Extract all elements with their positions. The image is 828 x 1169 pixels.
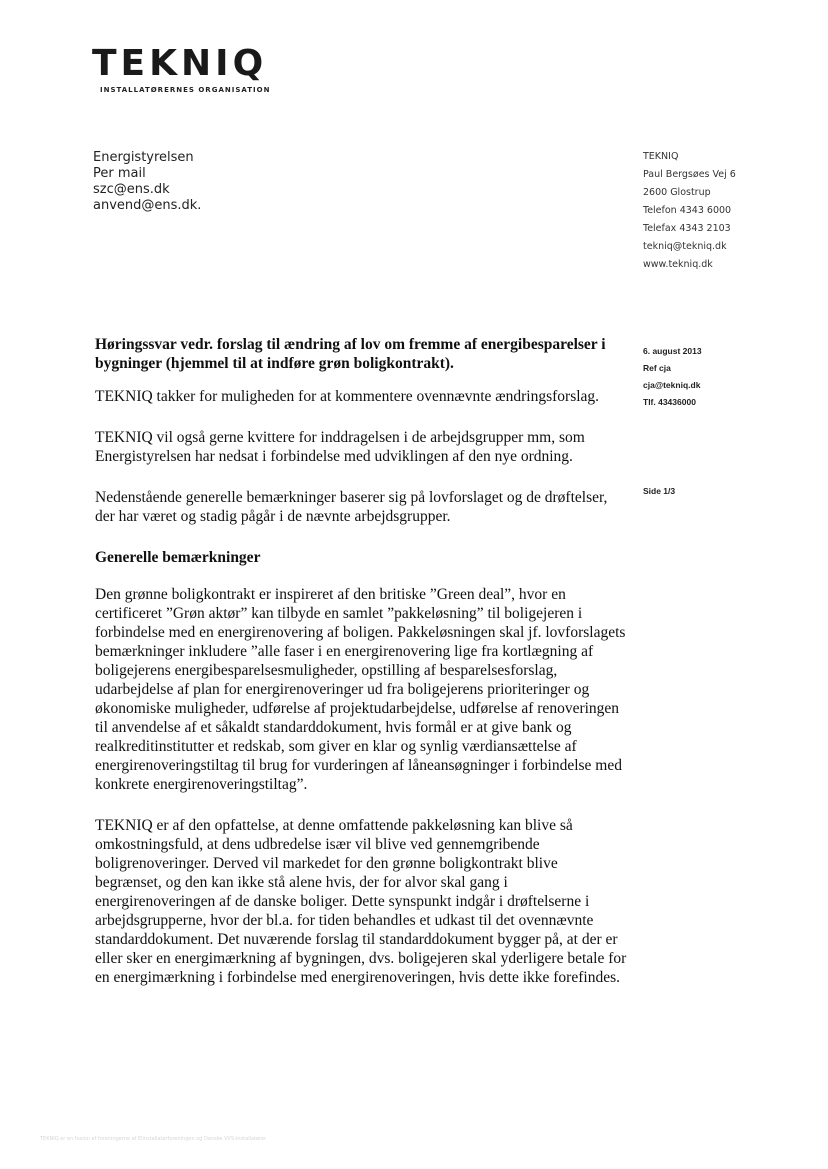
sender-address xyxy=(643,148,736,274)
recipient-email: anvend@ens.dk. xyxy=(93,198,202,213)
letter-body xyxy=(95,335,627,1009)
logo-wordmark: TEKNIQ xyxy=(92,43,268,84)
sender-website: www.tekniq.dk xyxy=(643,259,713,270)
paragraph: Nedenstående generelle bemærkninger baserer sig på lovforslaget og de drøftelser, der har været og stadig pågår i de nævnte arbejdsgrupper. xyxy=(95,489,608,525)
paragraph: TEKNIQ takker for muligheden for at kommentere ovennævnte ændringsforslag. xyxy=(95,388,600,405)
contact-phone: Tlf. 43436000 xyxy=(643,397,696,407)
letter-meta xyxy=(643,343,702,496)
tekniq-logo xyxy=(92,43,292,94)
letter-ref: Ref cja xyxy=(643,363,671,373)
sender-phone: Telefon 4343 6000 xyxy=(643,205,732,216)
sender-name: TEKNIQ xyxy=(643,151,679,162)
sender-street: Paul Bergsøes Vej 6 xyxy=(643,169,736,180)
page-number: Side 1/3 xyxy=(643,486,676,496)
recipient-line: Per mail xyxy=(93,166,146,181)
sender-fax: Telefax 4343 2103 xyxy=(643,223,731,234)
paragraph: TEKNIQ vil også gerne kvittere for inddragelsen i de arbejdsgrupper mm, som Energistyrelsen har nedsat i forbindelse med udviklingen af den nye ordning. xyxy=(95,429,585,465)
recipient-address xyxy=(93,150,201,214)
page-footer: TEKNIQ er en fusion af foreningerne af Elinstallatørforeningen og Danske VVS-Installatører xyxy=(40,1136,267,1142)
letter-date: 6. august 2013 xyxy=(643,346,702,356)
logo-tagline: INSTALLATØRERNES ORGANISATION xyxy=(100,86,271,94)
section-heading: Generelle bemærkninger xyxy=(95,549,261,566)
sender-email: tekniq@tekniq.dk xyxy=(643,241,727,252)
sender-city: 2600 Glostrup xyxy=(643,187,711,198)
paragraph: TEKNIQ er af den opfattelse, at denne omfattende pakkeløsning kan blive så omkostningsfuld, at dens udbredelse især vil blive ved gennemgribende boligrenoveringer. Derved vil markedet for den grønne boligkontrakt blive begrænset, og den kan ikke stå alene hvis, der for alvor skal gang i energirenoveringen af de danske boliger. Dette synspunkt indgår i drøftelserne i arbejdsgrupperne, hvor der bl.a. for tiden behandles et udkast til det ovennævnte standarddokument. Det nuværende forslag til standarddokument bygger på, at der er eller sker en energimærkning af bygningen, dvs. boligejeren skal yderligere betale for en energimærkning i forbindelse med energirenoveringen, hvis dette ikke forefindes. xyxy=(95,817,627,986)
recipient-email: szc@ens.dk xyxy=(93,182,170,197)
recipient-line: Energistyrelsen xyxy=(93,150,194,165)
paragraph: Den grønne boligkontrakt er inspireret af den britiske ”Green deal”, hvor en certificeret ”Grøn aktør” kan tilbyde en samlet ”pakkeløsning” til boligejeren i forbindelse med en energirenovering af boligen. Pakkeløsningen skal jf. lovforslagets bemærkninger inkludere ”alle faser i en energirenovering lige fra kortlægning af boligejerens energibesparelsesmuligheder, opstilling af besparelsesforslag, udarbejdelse af plan for energirenoveringer ud fra boligejerens prioriteringer og økonomiske muligheder, udførelse af projektudarbejdelse, udførelse af renoveringen til anvendelse af et såkaldt standarddokument, hvis formål er at give bank og realkreditinstitutter et redskab, som giver en klar og synlig værdiansættelse af energirenoveringstiltag til brug for vurderingen af låneansøgninger i forbindelse med konkrete energirenoveringstiltag”. xyxy=(95,586,626,793)
contact-email: cja@tekniq.dk xyxy=(643,380,701,390)
letter-subject: Høringssvar vedr. forslag til ændring af lov om fremme af energibesparelser i bygninger (hjemmel til at indføre grøn boligkontrakt). xyxy=(95,336,606,372)
